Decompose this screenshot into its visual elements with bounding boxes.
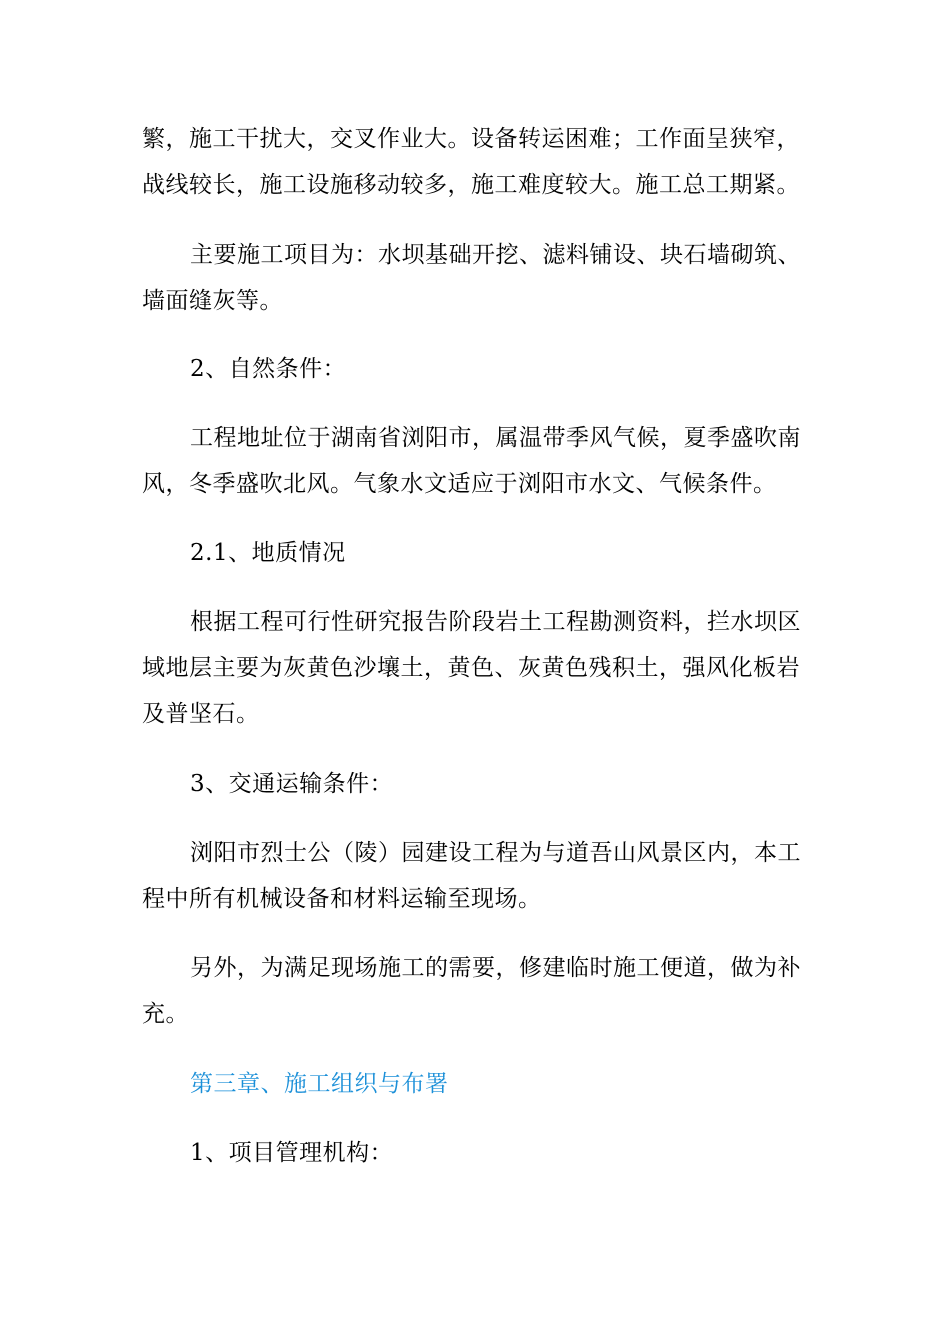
paragraph-geology bbox=[142, 599, 810, 737]
text-line: 1、项目管理机构： bbox=[190, 1140, 394, 1166]
chapter-heading bbox=[142, 1061, 810, 1107]
paragraph-transport bbox=[142, 830, 810, 922]
text-line: 繁，施工干扰大，交叉作业大。设备转运困难；工作面呈狭窄， bbox=[142, 126, 800, 152]
text-line: 3、交通运输条件： bbox=[190, 771, 394, 797]
paragraph-access-road bbox=[142, 945, 810, 1037]
text-line: 第三章、施工组织与布署 bbox=[190, 1071, 449, 1097]
section-heading-geology bbox=[142, 530, 810, 576]
text-line: 及普坚石。 bbox=[142, 701, 260, 727]
section-heading-natural-conditions bbox=[142, 346, 810, 392]
text-line: 浏阳市烈士公（陵）园建设工程为与道吾山风景区内，本工 bbox=[190, 840, 801, 866]
section-heading-transport bbox=[142, 761, 810, 807]
text-line: 战线较长，施工设施移动较多，施工难度较大。施工总工期紧。 bbox=[142, 172, 800, 198]
paragraph-main-items bbox=[142, 232, 810, 324]
section-heading-organization bbox=[142, 1130, 810, 1176]
text-line: 充。 bbox=[142, 1001, 189, 1027]
text-line: 2、自然条件： bbox=[190, 356, 347, 382]
text-line: 风，冬季盛吹北风。气象水文适应于浏阳市水文、气候条件。 bbox=[142, 471, 777, 497]
text-line: 2.1、地质情况 bbox=[190, 540, 346, 566]
paragraph-climate bbox=[142, 415, 810, 507]
text-line: 程中所有机械设备和材料运输至现场。 bbox=[142, 886, 542, 912]
paragraph-construction-conditions bbox=[142, 116, 810, 208]
text-line: 根据工程可行性研究报告阶段岩土工程勘测资料，拦水坝区 bbox=[190, 609, 801, 635]
text-line: 另外，为满足现场施工的需要，修建临时施工便道，做为补 bbox=[190, 955, 801, 981]
text-line: 墙面缝灰等。 bbox=[142, 288, 283, 314]
text-line: 工程地址位于湖南省浏阳市，属温带季风气候，夏季盛吹南 bbox=[190, 425, 801, 451]
text-line: 域地层主要为灰黄色沙壤土，黄色、灰黄色残积土，强风化板岩 bbox=[142, 655, 800, 681]
text-line: 主要施工项目为：水坝基础开挖、滤料铺设、块石墙砌筑、 bbox=[190, 242, 801, 268]
